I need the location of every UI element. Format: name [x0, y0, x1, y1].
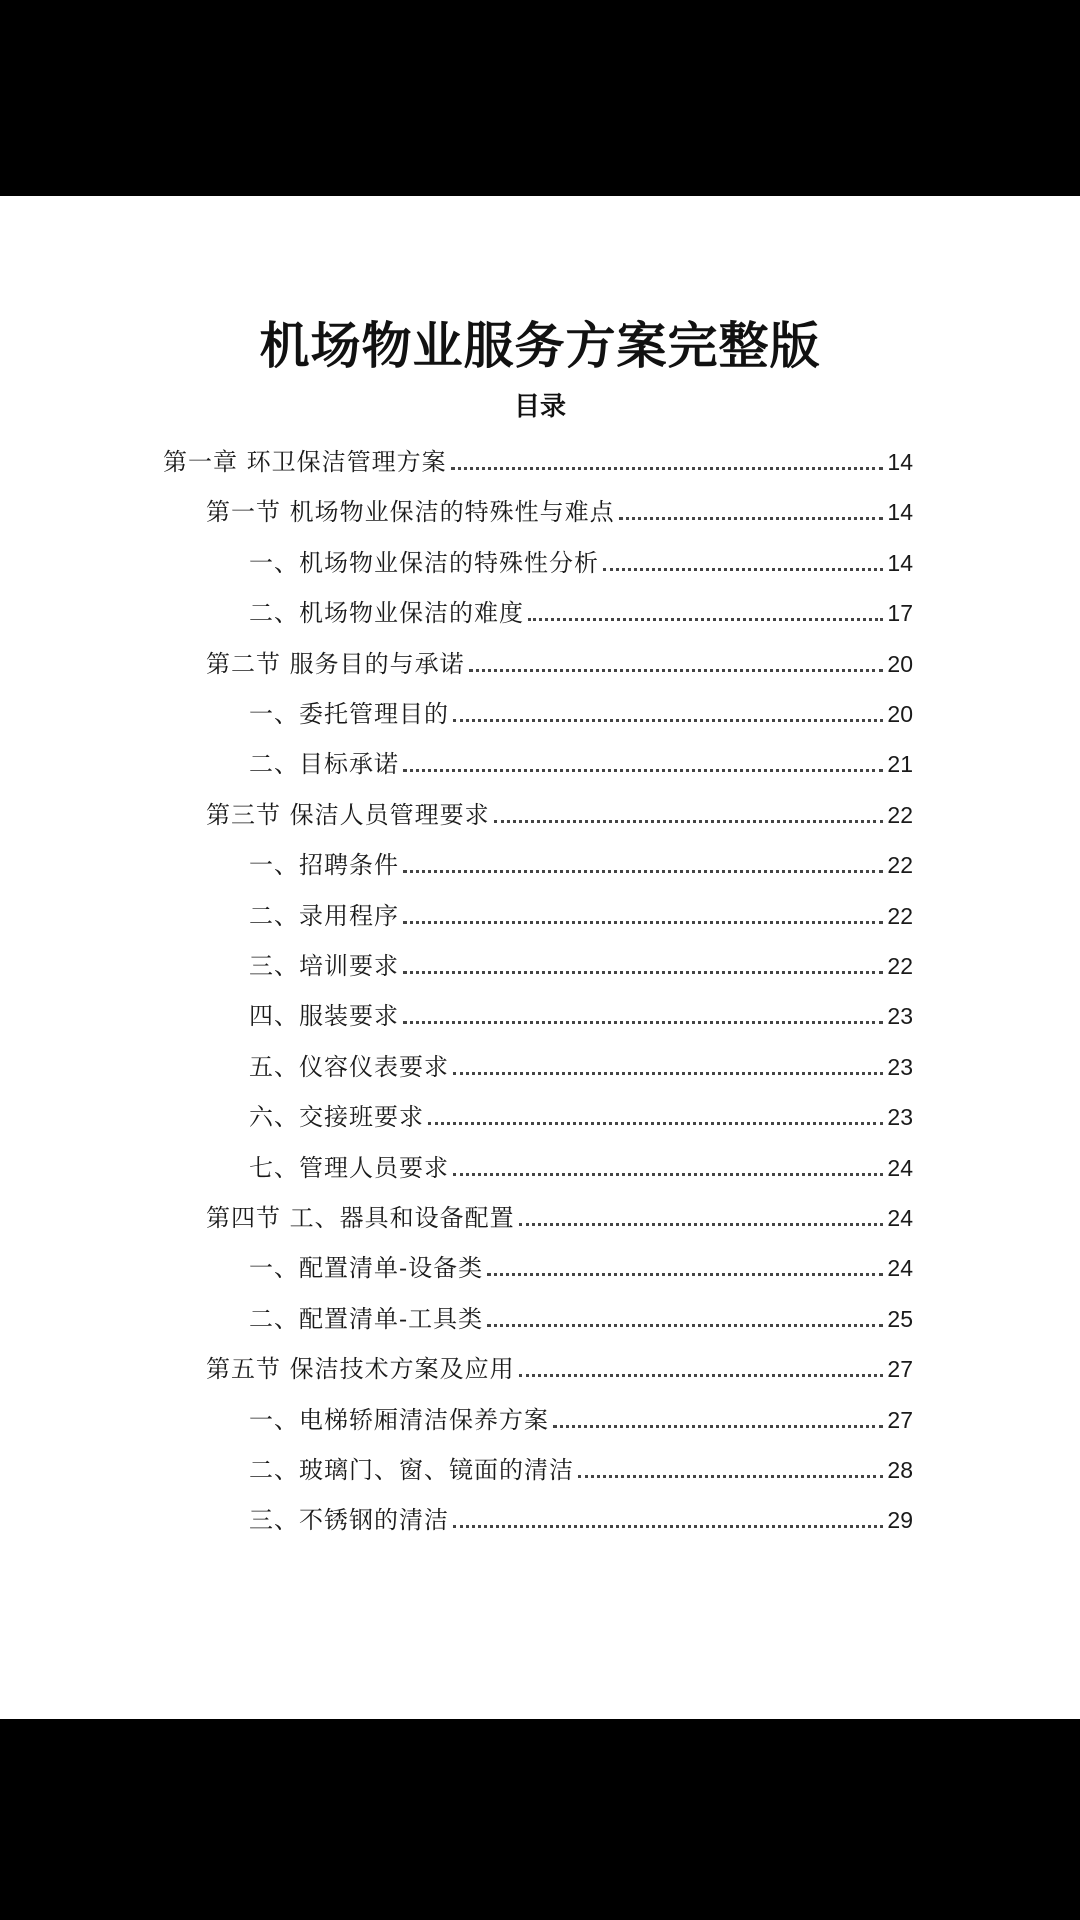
toc-entry-page-number: 24	[887, 1255, 913, 1282]
toc-entry-label: 一、配置清单-设备类	[249, 1254, 484, 1283]
toc-entry-label: 二、录用程序	[249, 901, 399, 930]
toc-dot-leader	[469, 669, 884, 672]
toc-entry-label: 三、不锈钢的清洁	[249, 1506, 449, 1535]
document-page[interactable]	[0, 196, 1080, 1719]
toc-entry-page-number: 22	[887, 902, 913, 929]
toc-entry[interactable]	[249, 890, 913, 932]
toc-dot-leader	[453, 1072, 883, 1075]
toc-dot-leader	[428, 1122, 883, 1125]
toc-entry-label: 一、机场物业保洁的特殊性分析	[249, 548, 599, 577]
toc-dot-leader	[403, 921, 883, 924]
toc-dot-leader	[578, 1475, 883, 1478]
toc-dot-leader	[603, 568, 883, 571]
toc-entry-label: 二、目标承诺	[249, 750, 399, 779]
toc-entry-label: 五、仪容仪表要求	[249, 1052, 449, 1081]
toc-entry-label: 二、机场物业保洁的难度	[249, 599, 524, 628]
toc-entry-label: 七、管理人员要求	[249, 1153, 449, 1182]
toc-dot-leader	[403, 870, 883, 873]
toc-entry[interactable]	[249, 587, 913, 629]
toc-entry[interactable]	[249, 688, 913, 730]
toc-entry[interactable]	[249, 990, 913, 1032]
toc-dot-leader	[519, 1223, 884, 1226]
toc-entry-page-number: 14	[887, 549, 913, 576]
toc-entry-page-number: 25	[887, 1305, 913, 1332]
toc-entry-label: 一、委托管理目的	[249, 700, 449, 728]
toc-entry[interactable]	[163, 436, 913, 478]
toc-entry[interactable]	[249, 1394, 913, 1436]
toc-entry-label: 二、配置清单-工具类	[249, 1304, 484, 1333]
toc-dot-leader	[453, 1525, 883, 1528]
toc-entry[interactable]	[249, 1444, 913, 1486]
toc-entry-label: 第一章 环卫保洁管理方案	[163, 448, 447, 476]
toc-entry-page-number: 23	[887, 1104, 913, 1131]
toc-entry-page-number: 22	[887, 801, 913, 828]
toc-dot-leader	[403, 1021, 883, 1024]
toc-entry-label: 第五节 保洁技术方案及应用	[206, 1355, 515, 1384]
document-title: 机场物业服务方案完整版	[259, 316, 821, 375]
toc-entry[interactable]	[249, 1242, 913, 1284]
toc-entry-label: 第二节 服务目的与承诺	[206, 649, 465, 678]
toc-entry[interactable]	[249, 537, 913, 579]
toc-entry[interactable]	[206, 789, 913, 831]
toc-entry-page-number: 24	[887, 1154, 913, 1181]
toc-entry-page-number: 23	[887, 1053, 913, 1080]
toc-entry-label: 一、电梯轿厢清洁保养方案	[249, 1405, 549, 1434]
toc-entry-label: 三、培训要求	[249, 952, 399, 980]
toc-entry-page-number: 20	[887, 650, 913, 677]
toc-entry-page-number: 28	[887, 1457, 913, 1483]
toc-entry-label: 二、玻璃门、窗、镜面的清洁	[249, 1456, 574, 1484]
toc-entry-label: 四、服装要求	[249, 1002, 399, 1031]
toc-heading: 目录	[513, 392, 566, 422]
toc-dot-leader	[453, 719, 883, 722]
toc-entry-page-number: 27	[887, 1406, 913, 1433]
toc-entry-page-number: 29	[887, 1507, 913, 1534]
toc-dot-leader	[619, 517, 884, 520]
toc-entry[interactable]	[249, 1494, 913, 1536]
toc-entry-label: 第四节 工、器具和设备配置	[206, 1204, 515, 1232]
toc-entry[interactable]	[249, 738, 913, 780]
toc-dot-leader	[487, 1324, 883, 1327]
toc-dot-leader	[494, 820, 884, 823]
toc-dot-leader	[519, 1374, 884, 1377]
toc-entry[interactable]	[206, 486, 913, 528]
toc-dot-leader	[453, 1173, 883, 1176]
toc-entry[interactable]	[249, 1091, 913, 1133]
toc-entry-page-number: 20	[887, 701, 913, 727]
toc-entry-label: 第一节 机场物业保洁的特殊性与难点	[206, 498, 615, 527]
toc-entry[interactable]	[206, 638, 913, 680]
toc-entry-page-number: 17	[887, 600, 913, 627]
toc-entry-page-number: 21	[887, 751, 913, 778]
toc-dot-leader	[451, 467, 884, 470]
toc-dot-leader	[487, 1273, 883, 1276]
toc-entry[interactable]	[249, 1293, 913, 1335]
toc-entry-page-number: 14	[887, 499, 913, 526]
toc-dot-leader	[528, 618, 883, 621]
toc-entry-page-number: 27	[887, 1356, 913, 1383]
toc-entry-page-number: 14	[887, 449, 913, 475]
toc-entry-page-number: 22	[887, 852, 913, 879]
toc-entry-label: 六、交接班要求	[249, 1103, 424, 1132]
toc-dot-leader	[553, 1425, 883, 1428]
toc-entry[interactable]	[249, 839, 913, 881]
toc-entry[interactable]	[249, 1041, 913, 1083]
toc-entry-label: 第三节 保洁人员管理要求	[206, 800, 490, 829]
toc-entry[interactable]	[249, 1142, 913, 1184]
toc-entry-page-number: 24	[887, 1205, 913, 1231]
toc-entry[interactable]	[206, 1343, 913, 1385]
toc-entry[interactable]	[249, 940, 913, 982]
toc-dot-leader	[403, 769, 883, 772]
toc-entry-label: 一、招聘条件	[249, 851, 399, 880]
toc-entry-page-number: 22	[887, 953, 913, 979]
toc-entry[interactable]	[206, 1192, 913, 1234]
toc-dot-leader	[403, 971, 883, 974]
toc-entry-page-number: 23	[887, 1003, 913, 1030]
